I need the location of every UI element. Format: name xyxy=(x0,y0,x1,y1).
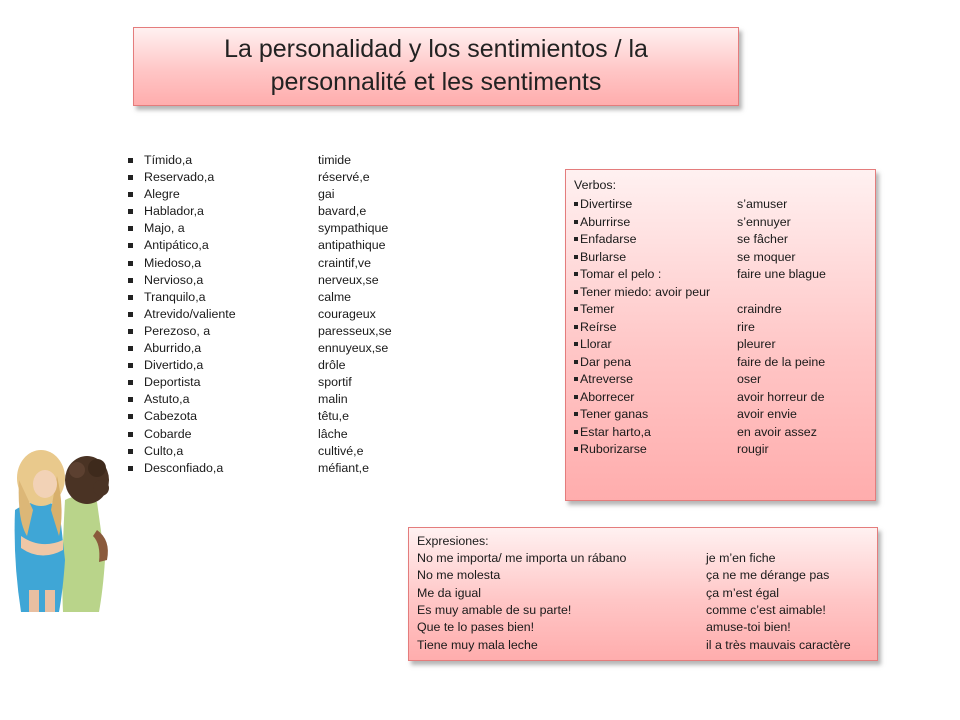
bullet-icon xyxy=(128,414,133,419)
vocab-spanish: Hablador,a xyxy=(144,204,204,219)
bullet-icon xyxy=(128,449,133,454)
title-banner xyxy=(133,27,739,106)
vocab-french: drôle xyxy=(318,358,346,373)
vocab-french: bavard,e xyxy=(318,204,367,219)
vocab-french: courageux xyxy=(318,306,376,321)
vocab-spanish: Nervioso,a xyxy=(144,272,204,287)
verb-item xyxy=(574,354,874,371)
verb-item xyxy=(574,266,874,283)
vocab-spanish: Astuto,a xyxy=(144,392,190,407)
verb-french: faire une blague xyxy=(737,267,826,281)
bullet-icon xyxy=(128,346,133,351)
expression-item xyxy=(417,602,873,619)
title-line-1: La personalidad y los sentimientos / la xyxy=(224,35,648,63)
expression-item xyxy=(417,585,873,602)
vocab-spanish: Reservado,a xyxy=(144,170,215,185)
bullet-icon xyxy=(574,202,578,206)
vocab-french: têtu,e xyxy=(318,409,350,424)
expression-item xyxy=(417,619,873,636)
bullet-icon xyxy=(128,175,133,180)
verb-item xyxy=(574,284,874,301)
verb-french: faire de la peine xyxy=(737,354,826,369)
verb-item xyxy=(574,424,874,441)
expressions-box xyxy=(408,527,878,661)
verb-item xyxy=(574,319,874,336)
vocab-spanish: Atrevido/valiente xyxy=(144,306,236,321)
vocab-french: gai xyxy=(318,187,335,202)
expression-item xyxy=(417,567,873,584)
bullet-icon xyxy=(128,243,133,248)
verb-french: se fâcher xyxy=(737,232,788,246)
verb-spanish: Atreverse xyxy=(580,372,634,386)
bullet-icon xyxy=(128,158,133,163)
vocab-spanish: Desconfiado,a xyxy=(144,460,224,475)
verb-item xyxy=(574,231,874,248)
bullet-icon xyxy=(574,360,578,364)
vocab-french: méfiant,e xyxy=(318,460,369,475)
verb-french: s’ennuyer xyxy=(737,214,791,229)
vocab-spanish: Alegre xyxy=(144,187,180,202)
verb-spanish: Ruborizarse xyxy=(580,442,647,456)
vocab-spanish: Miedoso,a xyxy=(144,255,202,270)
vocab-spanish: Culto,a xyxy=(144,443,184,458)
verb-item xyxy=(574,389,874,406)
bullet-icon xyxy=(574,377,578,381)
vocab-spanish: Tímido,a xyxy=(144,153,193,167)
vocab-french: antipathique xyxy=(318,238,386,253)
expression-spanish: Es muy amable de su parte! xyxy=(417,602,572,617)
bullet-icon xyxy=(128,295,133,300)
vocab-french: nerveux,se xyxy=(318,272,379,287)
bullet-icon xyxy=(574,325,578,329)
vocab-french: lâche xyxy=(318,426,348,441)
vocab-french: ennuyeux,se xyxy=(318,341,389,356)
bullet-icon xyxy=(128,397,133,402)
bullet-icon xyxy=(128,312,133,317)
expression-french: ça ne me dérange pas xyxy=(706,568,830,583)
verb-spanish: Dar pena xyxy=(580,354,631,369)
vocab-french: craintif,ve xyxy=(318,255,372,270)
verb-french: se moquer xyxy=(737,249,796,264)
vocab-french: malin xyxy=(318,392,348,407)
expression-french: ça m’est égal xyxy=(706,585,780,600)
expression-spanish: No me molesta xyxy=(417,568,501,583)
bullet-icon xyxy=(128,278,133,283)
verb-french: rire xyxy=(737,319,755,334)
verb-spanish: Tener miedo: avoir peur xyxy=(580,284,711,299)
verb-french: pleurer xyxy=(737,337,776,351)
verb-spanish: Estar harto,a xyxy=(580,424,651,439)
bullet-icon xyxy=(128,209,133,214)
verb-item xyxy=(574,214,874,231)
expression-item xyxy=(417,550,873,567)
verb-french: craindre xyxy=(737,302,782,316)
verb-item xyxy=(574,406,874,423)
verb-spanish: Enfadarse xyxy=(580,232,637,246)
expression-spanish: Tiene muy mala leche xyxy=(417,637,538,652)
bullet-icon xyxy=(574,447,578,451)
verb-item xyxy=(574,249,874,266)
bullet-icon xyxy=(574,290,578,294)
verb-french: rougir xyxy=(737,442,769,456)
bullet-icon xyxy=(574,255,578,259)
verb-item xyxy=(574,336,874,353)
expression-item xyxy=(417,637,873,654)
expression-spanish: No me importa/ me importa un rábano xyxy=(417,551,627,565)
verbs-heading: Verbos: xyxy=(574,178,617,192)
girls-photo xyxy=(7,440,121,612)
bullet-icon xyxy=(128,329,133,334)
verb-spanish: Tomar el pelo : xyxy=(580,267,662,281)
bullet-icon xyxy=(574,220,578,224)
expression-french: amuse-toi bien! xyxy=(706,620,791,635)
expression-french: il a très mauvais caractère xyxy=(706,637,851,652)
title-line-2: personnalité et les sentiments xyxy=(270,68,602,96)
bullet-icon xyxy=(128,363,133,368)
vocab-french: sportif xyxy=(318,375,352,390)
bullet-icon xyxy=(128,380,133,385)
verb-spanish: Reírse xyxy=(580,319,617,334)
bullet-icon xyxy=(574,307,578,311)
bullet-icon xyxy=(128,192,133,197)
verb-spanish: Burlarse xyxy=(580,249,627,264)
vocab-french: timide xyxy=(318,153,352,167)
verb-item xyxy=(574,301,874,318)
bullet-icon xyxy=(574,237,578,241)
vocab-spanish: Aburrido,a xyxy=(144,341,202,356)
verb-french: oser xyxy=(737,372,762,386)
verb-french: avoir horreur de xyxy=(737,389,825,404)
vocab-spanish: Cabezota xyxy=(144,409,198,424)
vocab-spanish: Divertido,a xyxy=(144,358,204,373)
verb-spanish: Aborrecer xyxy=(580,389,635,404)
expression-spanish: Me da igual xyxy=(417,585,482,600)
vocab-french: réservé,e xyxy=(318,170,370,185)
bullet-icon xyxy=(574,430,578,434)
vocab-spanish: Perezoso, a xyxy=(144,323,211,338)
vocab-french: calme xyxy=(318,289,352,304)
verb-spanish: Divertirse xyxy=(580,197,633,211)
bullet-icon xyxy=(574,342,578,346)
verbs-box xyxy=(565,169,876,501)
vocab-spanish: Tranquilo,a xyxy=(144,289,206,304)
vocab-french: cultivé,e xyxy=(318,443,364,458)
verb-french: s’amuser xyxy=(737,197,788,211)
vocab-spanish: Majo, a xyxy=(144,221,185,236)
vocab-spanish: Deportista xyxy=(144,375,201,390)
bullet-icon xyxy=(574,412,578,416)
expression-french: je m’en fiche xyxy=(706,551,776,565)
vocab-french: sympathique xyxy=(318,221,389,236)
verb-french: avoir envie xyxy=(737,407,797,421)
verb-french: en avoir assez xyxy=(737,424,817,439)
expressions-heading: Expresiones: xyxy=(417,534,489,548)
verb-spanish: Llorar xyxy=(580,337,612,351)
vocab-spanish: Antipático,a xyxy=(144,238,209,253)
page-title xyxy=(134,33,738,99)
bullet-icon xyxy=(128,226,133,231)
verb-item xyxy=(574,196,874,213)
verb-spanish: Tener ganas xyxy=(580,407,649,421)
verb-spanish: Aburrirse xyxy=(580,214,631,229)
bullet-icon xyxy=(128,261,133,266)
verb-spanish: Temer xyxy=(580,302,615,316)
bullet-icon xyxy=(574,272,578,276)
expression-french: comme c’est aimable! xyxy=(706,602,826,617)
bullet-icon xyxy=(574,395,578,399)
bullet-icon xyxy=(128,432,133,437)
expression-spanish: Que te lo pases bien! xyxy=(417,620,535,635)
vocab-spanish: Cobarde xyxy=(144,426,192,441)
bullet-icon xyxy=(128,466,133,471)
verb-item xyxy=(574,441,874,458)
vocab-french: paresseux,se xyxy=(318,323,392,338)
verb-item xyxy=(574,371,874,388)
